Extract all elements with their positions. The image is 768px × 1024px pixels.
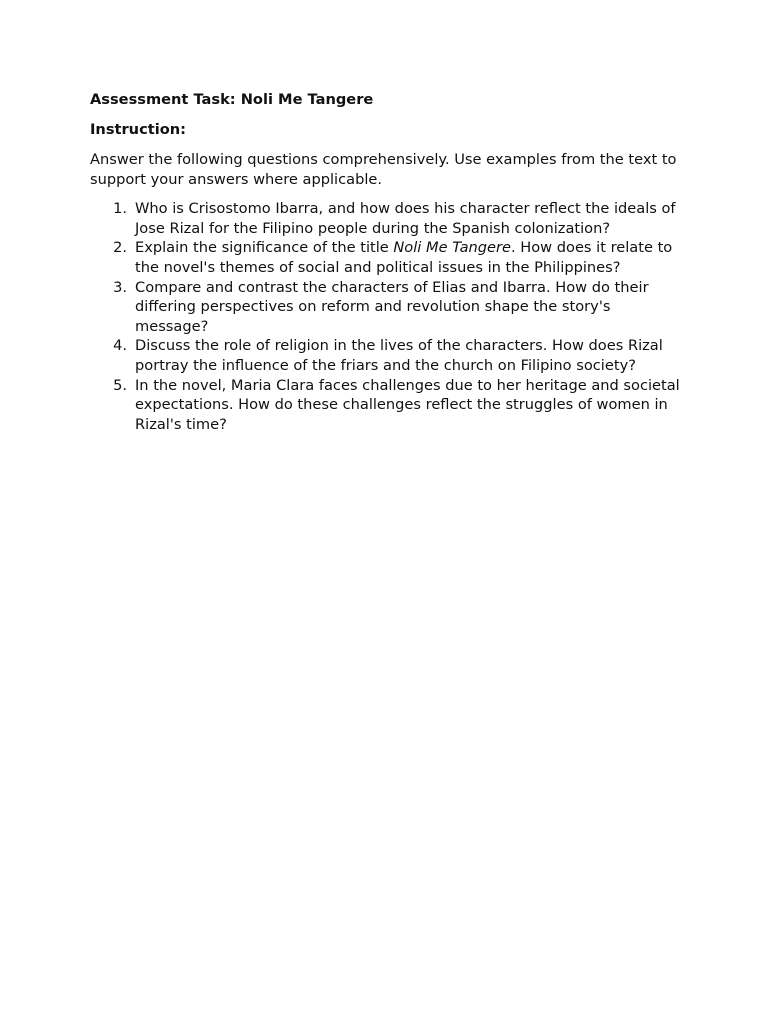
document-title: Assessment Task: Noli Me Tangere (90, 91, 374, 108)
question-number: 5. (113, 376, 127, 394)
instruction-text: Answer the following questions comprehensively. Use examples from the text to support your answers where applicable. (90, 151, 677, 188)
question-text: Who is Crisostomo Ibarra, and how does his character reflect the ideals of Jose Rizal for the Filipino people during the Spanish colonization? (135, 200, 676, 237)
question-number: 2. (113, 239, 127, 257)
document-page (90, 90, 685, 434)
question-number: 4. (113, 337, 127, 355)
instruction-heading: Instruction: (90, 121, 186, 138)
question-list (90, 199, 685, 434)
question-text: Discuss the role of religion in the lives of the characters. How does Rizal portray the influence of the friars and the church on Filipino society? (135, 337, 663, 374)
question-item (90, 278, 685, 337)
question-text-after: . How does it relate to the novel's themes of social and political issues in the Philippines? (135, 239, 673, 276)
question-number: 3. (113, 278, 127, 296)
novel-title-italic: Noli Me Tangere (393, 239, 511, 257)
question-number: 1. (113, 200, 127, 218)
question-text: In the novel, Maria Clara faces challenges due to her heritage and societal expectations. How do these challenges reflect the struggles of women in Rizal's time? (135, 376, 680, 433)
question-item (90, 376, 685, 435)
question-item (90, 238, 685, 277)
question-item (90, 199, 685, 238)
question-text-before: Explain the significance of the title (135, 239, 394, 257)
question-item (90, 336, 685, 375)
question-text: Compare and contrast the characters of Elias and Ibarra. How do their differing perspectives on reform and revolution shape the story's message? (135, 278, 649, 335)
